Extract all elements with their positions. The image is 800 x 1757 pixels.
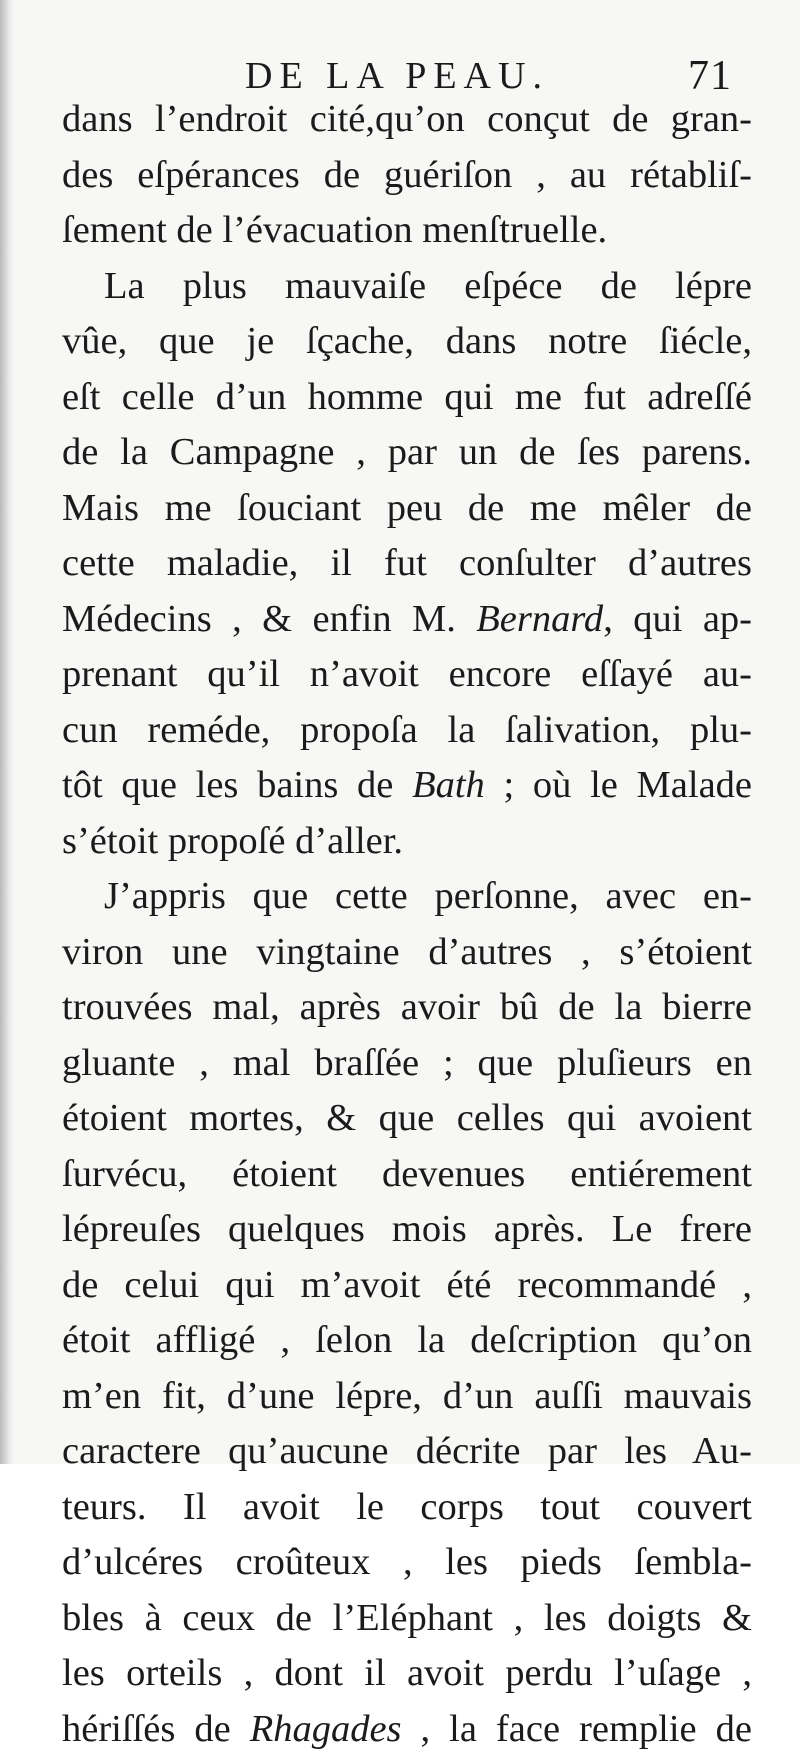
paragraph-first-line: J’appris que cette perſonne, avec en- <box>62 869 752 925</box>
italic-term-rhagades: Rhagades <box>250 1708 402 1750</box>
body-text <box>62 92 752 1757</box>
text-line: vûe, que je ſçache, dans notre ſiécle, <box>62 314 752 370</box>
text-line: de la Campagne , par un de ſes parens. <box>62 425 752 481</box>
text-line: caractere qu’aucune décrite par les Au- <box>62 1424 752 1480</box>
text-segment: , qui ap- <box>603 598 752 640</box>
page-number: 71 <box>688 52 732 100</box>
text-line: s’étoit propoſé d’aller. <box>62 814 752 870</box>
text-line: de celui qui m’avoit été recommandé , <box>62 1258 752 1314</box>
text-segment: ; où le Malade <box>485 764 752 806</box>
text-line: trouvées mal, après avoir bû de la bierre <box>62 980 752 1036</box>
text-line: prenant qu’il n’avoit encore eſſayé au- <box>62 647 752 703</box>
text-line: dans l’endroit cité,qu’on conçut de gran- <box>62 92 752 148</box>
text-line: gluante , mal braſſée ; que pluſieurs en <box>62 1036 752 1092</box>
text-line: ſurvécu, étoient devenues entiérement <box>62 1147 752 1203</box>
running-head: DE LA PEAU. <box>245 54 549 98</box>
page-gutter-shadow <box>0 0 14 1464</box>
text-line <box>62 1702 752 1757</box>
text-line: étoit affligé , ſelon la deſcription qu’on <box>62 1313 752 1369</box>
text-segment: Médecins , & enfin M. <box>62 598 476 640</box>
text-line: les orteils , dont il avoit perdu l’uſage , <box>62 1646 752 1702</box>
italic-name-bath: Bath <box>412 764 485 806</box>
text-line: eſt celle d’un homme qui me fut adreſſé <box>62 370 752 426</box>
text-line: cette maladie, il fut conſulter d’autres <box>62 536 752 592</box>
text-segment: hériſſés de <box>62 1708 250 1750</box>
text-line: d’ulcéres croûteux , les pieds ſembla- <box>62 1535 752 1591</box>
text-line: teurs. Il avoit le corps tout couvert <box>62 1480 752 1536</box>
text-line: des eſpérances de guériſon , au rétabliſ- <box>62 148 752 204</box>
text-line: Mais me ſouciant peu de me mêler de <box>62 481 752 537</box>
text-line <box>62 758 752 814</box>
text-line: étoient mortes, & que celles qui avoient <box>62 1091 752 1147</box>
text-segment: tôt que les bains de <box>62 764 412 806</box>
text-segment: , la face remplie de <box>402 1708 752 1750</box>
text-line <box>62 592 752 648</box>
text-line: m’en fit, d’une lépre, d’un auſſi mauvais <box>62 1369 752 1425</box>
text-line: lépreuſes quelques mois après. Le frere <box>62 1202 752 1258</box>
text-line: viron une vingtaine d’autres , s’étoient <box>62 925 752 981</box>
paragraph-first-line: La plus mauvaiſe eſpéce de lépre <box>62 259 752 315</box>
text-line: cun reméde, propoſa la ſalivation, plu- <box>62 703 752 759</box>
italic-name-bernard: Bernard <box>476 598 603 640</box>
text-line: bles à ceux de l’Eléphant , les doigts & <box>62 1591 752 1647</box>
text-line: ſement de l’évacuation menſtruelle. <box>62 203 752 259</box>
